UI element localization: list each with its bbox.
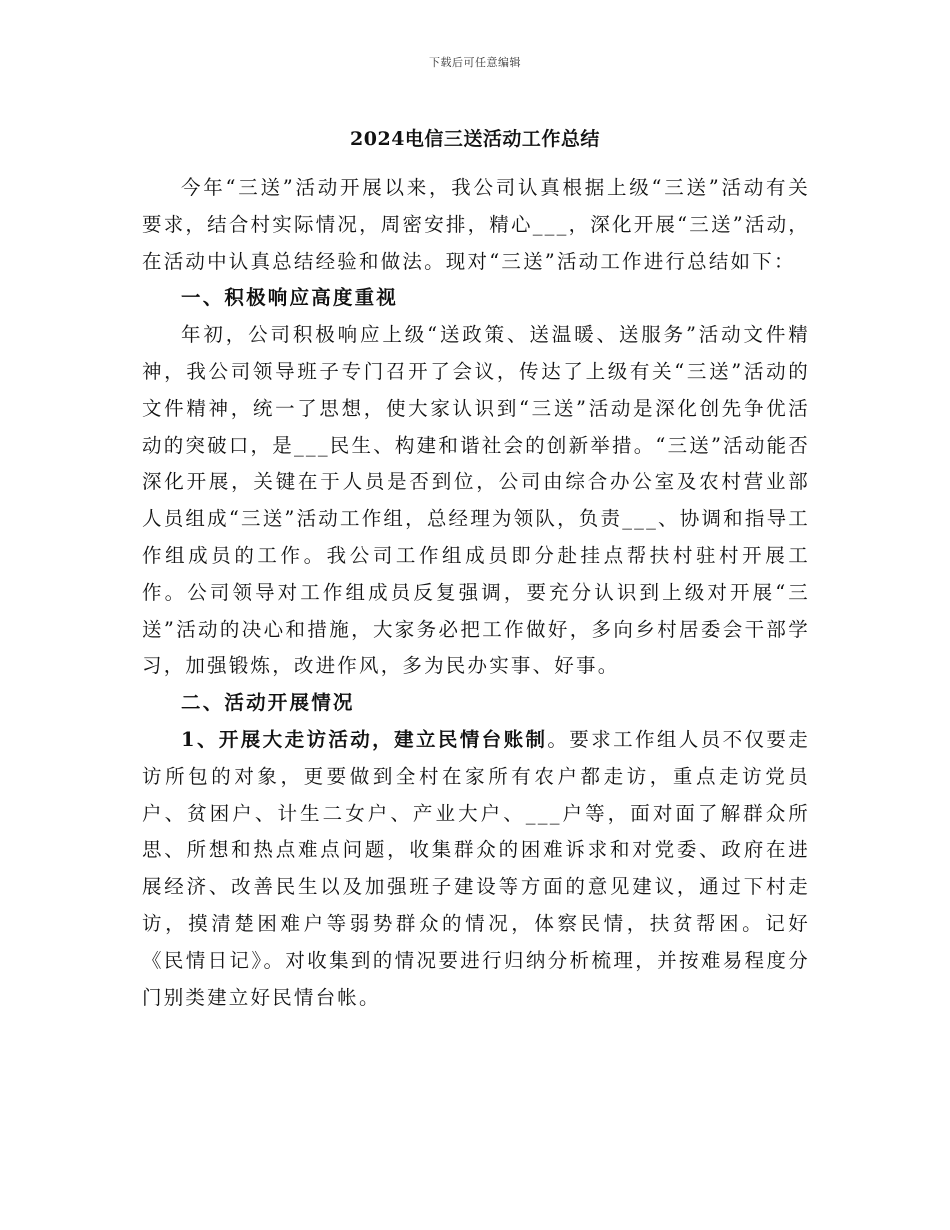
- section-1-heading: 一、积极响应高度重视: [181, 286, 399, 310]
- document-body: [142, 170, 810, 1016]
- header-note: 下载后可任意编辑: [429, 56, 521, 69]
- document-title: 2024电信三送活动工作总结: [350, 128, 600, 150]
- intro-paragraph: 今年“三送”活动开展以来，我公司认真根据上级“三送”活动有关要求，结合村实际情况，周密安排，精心___，深化开展“三送”活动，在活动中认真总结经验和做法。现对“三送”活动工作进行总结如下：: [142, 176, 810, 273]
- item-1-body: 。要求工作组人员不仅要走访所包的对象，更要做到全村在家所有农户都走访，重点走访党员户、贫困户、计生二女户、产业大户、___户等，面对面了解群众所思、所想和热点难点问题，收集群众的困难诉求和对党委、政府在进展经济、改善民生以及加强班子建设等方面的意见建议，通过下村走访，摸清楚困难户等弱势群众的情况，体察民情，扶贫帮困。记好《民情日记》。对收集到的情况要进行归纳分析梳理，并按难易程度分门别类建立好民情台帐。: [142, 727, 811, 1009]
- item-1-paragraph: [142, 722, 810, 1016]
- section-1-paragraph: 年初，公司积极响应上级“送政策、送温暖、送服务”活动文件精神，我公司领导班子专门召开了会议，传达了上级有关“三送”活动的文件精神，统一了思想，使大家认识到“三送”活动是深化创先争优活动的突破口，是___民生、构建和谐社会的创新举措。“三送”活动能否深化开展，关键在于人员是否到位，公司由综合办公室及农村营业部人员组成“三送”活动工作组，总经理为领队，负责___、协调和指导工作组成员的工作。我公司工作组成员即分赴挂点帮扶村驻村开展工作。公司领导对工作组成员反复强调，要充分认识到上级对开展“三送”活动的决心和措施，大家务必把工作做好，多向乡村居委会干部学习，加强锻炼，改进作风，多为民办实事、好事。: [142, 323, 810, 678]
- section-2-heading: 二、活动开展情况: [181, 691, 355, 715]
- item-1-lead: 1、开展大走访活动，建立民情台账制: [181, 727, 548, 751]
